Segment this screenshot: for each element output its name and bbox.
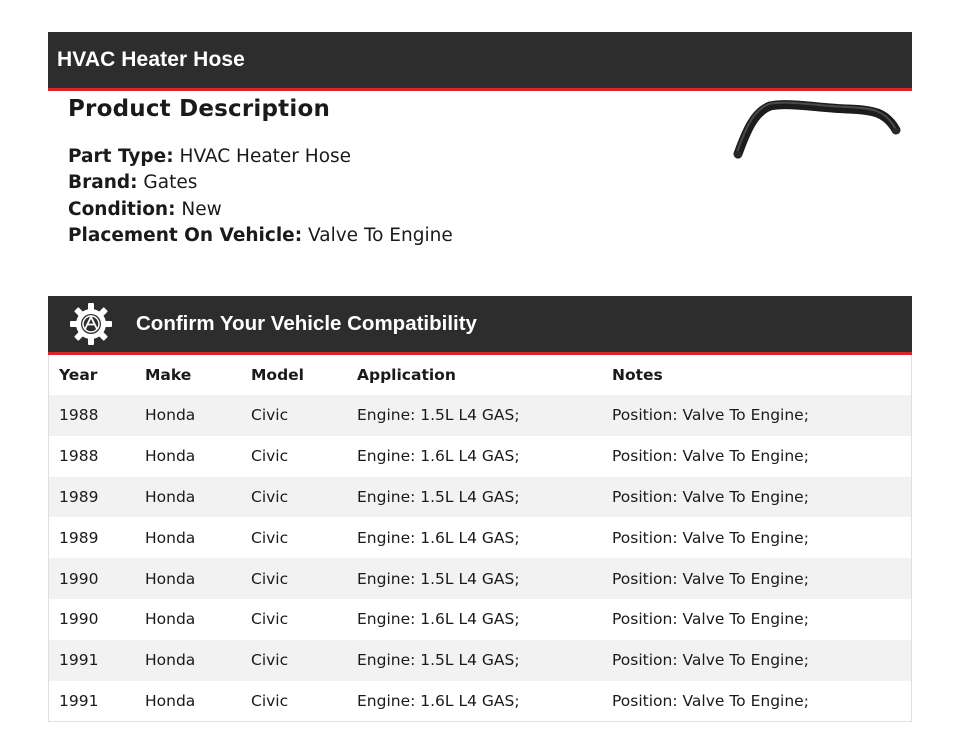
- cell-make: Honda: [145, 691, 196, 710]
- cell-year: 1989: [59, 487, 99, 506]
- compatibility-table: [48, 355, 912, 722]
- product-description: [68, 96, 688, 250]
- cell-make: Honda: [145, 447, 196, 466]
- compatibility-title: Confirm Your Vehicle Compatibility: [136, 312, 477, 335]
- cell-model: Civic: [251, 569, 289, 588]
- field-value: Valve To Engine: [308, 225, 453, 247]
- cell-notes: Position: Valve To Engine;: [612, 447, 809, 466]
- gear-logo-icon: [68, 301, 114, 347]
- table-header-row: [49, 355, 911, 395]
- cell-notes: Position: Valve To Engine;: [612, 487, 809, 506]
- cell-notes: Position: Valve To Engine;: [612, 610, 809, 629]
- cell-application: Engine: 1.5L L4 GAS;: [357, 406, 520, 425]
- field-value: Gates: [143, 172, 198, 194]
- cell-year: 1989: [59, 528, 99, 547]
- cell-application: Engine: 1.5L L4 GAS;: [357, 651, 520, 670]
- table-row: [49, 599, 911, 640]
- cell-year: 1991: [59, 691, 99, 710]
- cell-make: Honda: [145, 487, 196, 506]
- cell-application: Engine: 1.5L L4 GAS;: [357, 569, 520, 588]
- cell-notes: Position: Valve To Engine;: [612, 691, 809, 710]
- cell-notes: Position: Valve To Engine;: [612, 569, 809, 588]
- cell-make: Honda: [145, 610, 196, 629]
- cell-year: 1990: [59, 569, 99, 588]
- cell-model: Civic: [251, 691, 289, 710]
- field-condition: [68, 197, 688, 223]
- field-label: Part Type:: [68, 146, 174, 167]
- product-title-bar: [48, 32, 912, 91]
- column-header-model: Model: [251, 366, 304, 384]
- cell-application: Engine: 1.6L L4 GAS;: [357, 610, 520, 629]
- cell-model: Civic: [251, 528, 289, 547]
- column-header-notes: Notes: [612, 366, 663, 384]
- cell-application: Engine: 1.6L L4 GAS;: [357, 528, 520, 547]
- table-row: [49, 558, 911, 599]
- cell-model: Civic: [251, 651, 289, 670]
- table-row: [49, 640, 911, 681]
- table-row: [49, 517, 911, 558]
- table-row: [49, 436, 911, 477]
- field-value: New: [181, 198, 222, 220]
- cell-application: Engine: 1.5L L4 GAS;: [357, 487, 520, 506]
- cell-application: Engine: 1.6L L4 GAS;: [357, 447, 520, 466]
- cell-model: Civic: [251, 487, 289, 506]
- field-placement: [68, 223, 688, 249]
- cell-make: Honda: [145, 406, 196, 425]
- field-brand: [68, 170, 688, 196]
- table-row: [49, 681, 911, 722]
- cell-year: 1990: [59, 610, 99, 629]
- cell-model: Civic: [251, 447, 289, 466]
- field-label: Brand:: [68, 172, 138, 194]
- table-row: [49, 395, 911, 436]
- cell-year: 1988: [59, 447, 99, 466]
- cell-application: Engine: 1.6L L4 GAS;: [357, 691, 520, 710]
- column-header-application: Application: [357, 366, 456, 384]
- table-row: [49, 477, 911, 518]
- field-value: HVAC Heater Hose: [179, 146, 352, 167]
- cell-model: Civic: [251, 610, 289, 629]
- cell-notes: Position: Valve To Engine;: [612, 406, 809, 425]
- heater-hose-image: [728, 92, 912, 168]
- field-part-type: [68, 144, 688, 170]
- cell-make: Honda: [145, 651, 196, 670]
- compatibility-bar: [48, 296, 912, 355]
- cell-make: Honda: [145, 569, 196, 588]
- cell-make: Honda: [145, 528, 196, 547]
- cell-notes: Position: Valve To Engine;: [612, 528, 809, 547]
- description-heading: Product Description: [68, 96, 331, 122]
- field-label: Condition:: [68, 198, 176, 220]
- column-header-year: Year: [59, 366, 98, 384]
- column-header-make: Make: [145, 366, 192, 384]
- product-title: HVAC Heater Hose: [57, 48, 245, 71]
- cell-year: 1988: [59, 406, 99, 425]
- cell-notes: Position: Valve To Engine;: [612, 651, 809, 670]
- cell-model: Civic: [251, 406, 289, 425]
- field-label: Placement On Vehicle:: [68, 225, 303, 247]
- cell-year: 1991: [59, 651, 99, 670]
